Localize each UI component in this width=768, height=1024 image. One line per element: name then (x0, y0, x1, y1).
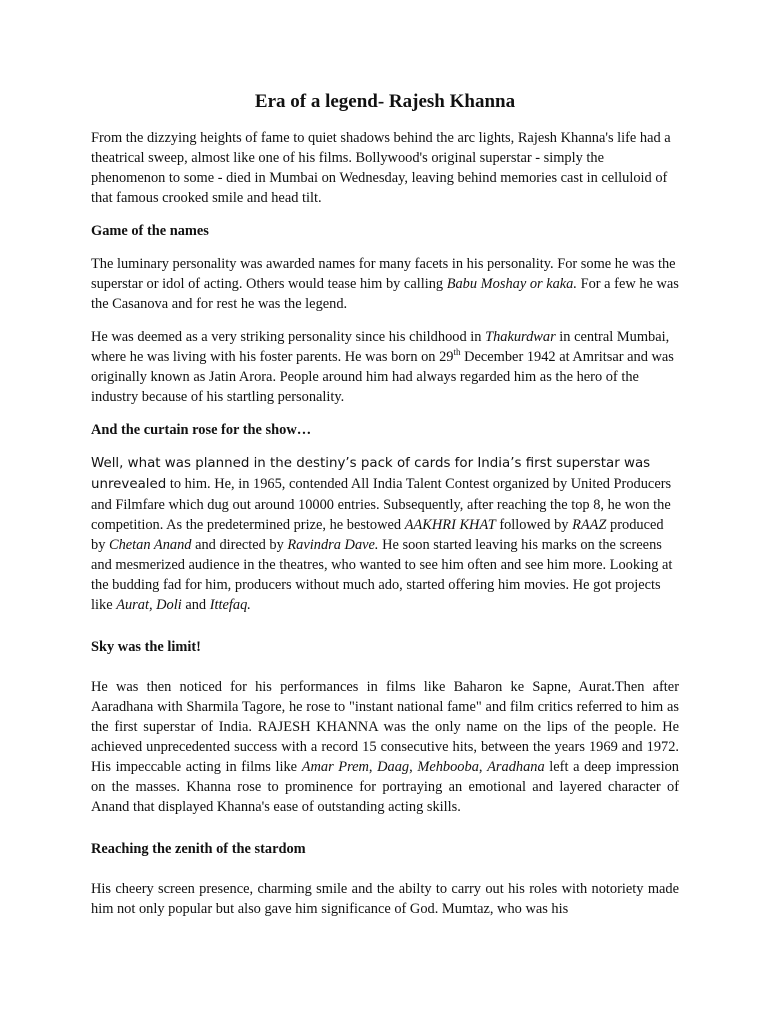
text-run: in central Mumbai, where he was living with his foster parents. He was born on 29 (91, 329, 670, 365)
zenith-paragraph: His cheery screen presence, charming smile and the abilty to carry out his roles with notoriety made him not only popular but also gave him significance of God. Mumtaz, who was his (91, 881, 679, 917)
section-heading-game-of-names: Game of the names (91, 223, 209, 239)
italic-text: Chetan Anand (109, 537, 192, 553)
italic-text: Aradhana (487, 759, 545, 775)
intro-paragraph: From the dizzying heights of fame to quiet shadows behind the arc lights, Rajesh Khanna's life had a theatrical sweep, almost like one of his films. Bollywood's original superstar - simply the phenomenon to some - died in Mumbai on Wednesday, leaving behind memories cast in celluloid of that famous crooked smile and head tilt. (91, 130, 671, 206)
text-run: He soon started leaving his marks on the screens and mesmerized audience in the theatres, who wanted to see him often and see him more. Looking at the budding fad for him, producers without much ado, started offering him movies. He got projects like (91, 537, 673, 613)
italic-text: Aurat, Doli (116, 597, 182, 613)
italic-text: Babu Moshay or kaka. (446, 276, 577, 292)
curtain-paragraph (91, 453, 679, 615)
section-heading-zenith: Reaching the zenith of the stardom (91, 841, 306, 857)
text-run: , (478, 759, 488, 775)
text-run: He was deemed as a very striking personality since his childhood in (91, 329, 486, 345)
italic-text: Mehbooba (417, 759, 479, 775)
italic-text: Amar Prem (301, 759, 369, 775)
italic-text: Ravindra Dave. (287, 537, 379, 553)
text-run: and directed by (191, 537, 288, 553)
italic-text: Daag (377, 759, 410, 775)
section-heading-curtain-rose: And the curtain rose for the show… (91, 422, 312, 438)
text-run: He was then noticed for his performances in films like Baharon ke Sapne, Aurat.Then after Aaradhana with Sharmila Tagore, he rose to "instant national fame" and film critics referred to him as the first superstar of India. RAJESH KHANNA was the only name on the lips of the people. He achieved unprecedented success with a record 15 consecutive hits, between the years 1969 and 1972. His impeccable acting in films like (91, 679, 679, 775)
document-page (91, 90, 679, 919)
document-title: Era of a legend- Rajesh Khanna (254, 91, 516, 112)
text-run: Well, what was planned in the destiny’s pack of cards for India’s first superstar was unrevealed (91, 456, 651, 492)
text-run: to him. He, in 1965, contended All India Talent Contest organized by United Producers and Filmfare which dug out around 10000 entries. Subsequently, after reaching the top 8, he won the competition. As the predetermined prize, he bestowed (91, 476, 672, 533)
text-run: December 1942 at Amritsar and was originally known as Jatin Arora. People around him had always regarded him as the hero of the industry because of his startling personality. (91, 349, 674, 405)
childhood-paragraph (91, 327, 679, 407)
italic-text: Ittefaq. (209, 597, 251, 613)
text-run: For a few he was the Casanova and for rest he was the legend. (91, 276, 679, 312)
text-run: , (368, 759, 378, 775)
sky-paragraph (91, 677, 679, 817)
italic-text: RAAZ (572, 517, 607, 533)
text-run: , (409, 759, 418, 775)
italic-text: Thakurdwar (485, 329, 556, 345)
text-run: left a deep impression on the masses. Khanna rose to prominence for portraying an emotional and layered character of Anand that displayed Khanna's ease of outstanding acting skills. (91, 759, 680, 815)
section-heading-sky-limit: Sky was the limit! (91, 639, 201, 655)
text-run: The luminary personality was awarded names for many facets in his personality. For some he was the superstar or idol of acting. Others would tease him by calling (91, 256, 676, 292)
text-run: and (181, 597, 210, 613)
text-run: produced by (91, 517, 664, 553)
superscript: th (453, 347, 461, 358)
names-paragraph (91, 254, 679, 314)
italic-text: AAKHRI KHAT (404, 517, 496, 533)
text-run: followed by (495, 517, 573, 533)
